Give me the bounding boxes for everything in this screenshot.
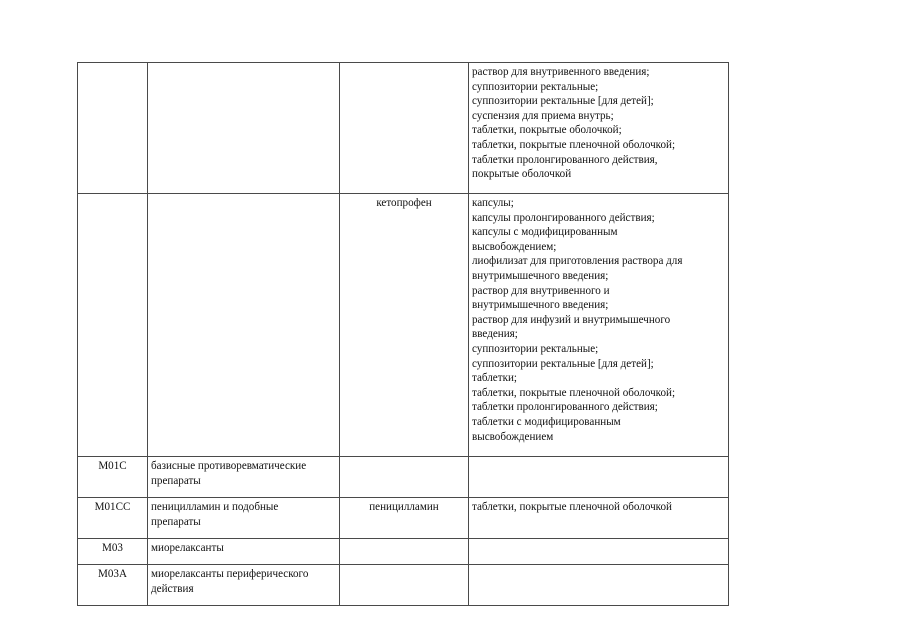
dosage-form-line: таблетки, покрытые пленочной оболочкой; <box>472 386 676 399</box>
group-cell <box>148 63 340 194</box>
dosage-form-line: таблетки, покрытые оболочкой; <box>472 124 622 137</box>
dosage-form-line: таблетки пролонгированного действия, <box>472 153 658 166</box>
dosage-form-line: капсулы; <box>472 197 514 209</box>
inn-name: кетопрофен <box>376 197 432 209</box>
inn-cell <box>340 565 469 606</box>
dosage-form-line: суппозитории ректальные [для детей]; <box>472 357 654 370</box>
table-row <box>78 539 729 565</box>
inn-cell <box>340 457 469 498</box>
group-cell <box>148 539 340 565</box>
atc-code-cell <box>78 498 148 539</box>
group-cell <box>148 565 340 606</box>
group-cell <box>148 194 340 457</box>
dosage-form-line: капсулы с модифицированным <box>472 226 618 239</box>
group-name-line: пеницилламин и подобные <box>151 501 279 513</box>
dosage-form-line: таблетки пролонгированного действия; <box>472 401 658 414</box>
dosage-form-line: высвобождением; <box>472 240 557 253</box>
inn-cell <box>340 498 469 539</box>
dosage-form-line: раствор для инфузий и внутримышечного <box>472 313 671 326</box>
atc-code-cell <box>78 194 148 457</box>
table-body <box>78 63 729 606</box>
inn-name: пеницилламин <box>369 501 439 513</box>
dosage-form-line: покрытые оболочкой <box>472 168 572 181</box>
dosage-forms-cell <box>469 63 729 194</box>
group-name-line: базисные противоревматические <box>151 460 307 472</box>
group-name-line: миорелаксанты <box>151 542 224 554</box>
dosage-form-line: высвобождением <box>472 430 554 443</box>
dosage-form-line: раствор для внутривенного введения; <box>472 66 650 78</box>
dosage-form-line: таблетки; <box>472 372 517 385</box>
atc-code: M01CC <box>94 501 131 513</box>
dosage-form-line: таблетки, покрытые пленочной оболочкой; <box>472 138 676 151</box>
dosage-form-line: внутримышечного введения; <box>472 269 609 282</box>
group-name-line: препараты <box>151 515 201 528</box>
dosage-form-line: таблетки, покрытые пленочной оболочкой <box>472 501 672 513</box>
group-name-line: миорелаксанты периферического <box>151 568 309 580</box>
dosage-form-line: раствор для внутривенного и <box>472 284 610 297</box>
dosage-form-line: таблетки с модифицированным <box>472 415 621 428</box>
table-row <box>78 194 729 457</box>
dosage-form-line: капсулы пролонгированного действия; <box>472 211 655 224</box>
table-row <box>78 565 729 606</box>
atc-code-cell <box>78 63 148 194</box>
group-cell <box>148 457 340 498</box>
group-name-line: действия <box>151 582 194 595</box>
inn-cell <box>340 63 469 194</box>
drug-list-table <box>77 62 729 606</box>
atc-code-cell <box>78 565 148 606</box>
table-row <box>78 498 729 539</box>
table-row <box>78 457 729 498</box>
inn-cell <box>340 539 469 565</box>
dosage-forms-cell <box>469 457 729 498</box>
dosage-form-line: введения; <box>472 328 518 341</box>
dosage-forms-cell <box>469 194 729 457</box>
dosage-forms-cell <box>469 539 729 565</box>
dosage-form-line: суппозитории ректальные; <box>472 80 599 93</box>
dosage-form-line: внутримышечного введения; <box>472 299 609 312</box>
dosage-form-line: лиофилизат для приготовления раствора для <box>472 255 683 268</box>
dosage-forms-cell <box>469 498 729 539</box>
atc-code: M03 <box>102 542 123 554</box>
inn-cell <box>340 194 469 457</box>
atc-code-cell <box>78 457 148 498</box>
atc-code: M03A <box>98 568 127 580</box>
group-name-line: препараты <box>151 474 201 487</box>
dosage-form-line: суспензия для приема внутрь; <box>472 109 614 122</box>
dosage-form-line: суппозитории ректальные [для детей]; <box>472 95 654 108</box>
atc-code-cell <box>78 539 148 565</box>
atc-code: M01C <box>98 460 127 472</box>
dosage-form-line: суппозитории ректальные; <box>472 342 599 355</box>
group-cell <box>148 498 340 539</box>
dosage-forms-cell <box>469 565 729 606</box>
table-row <box>78 63 729 194</box>
